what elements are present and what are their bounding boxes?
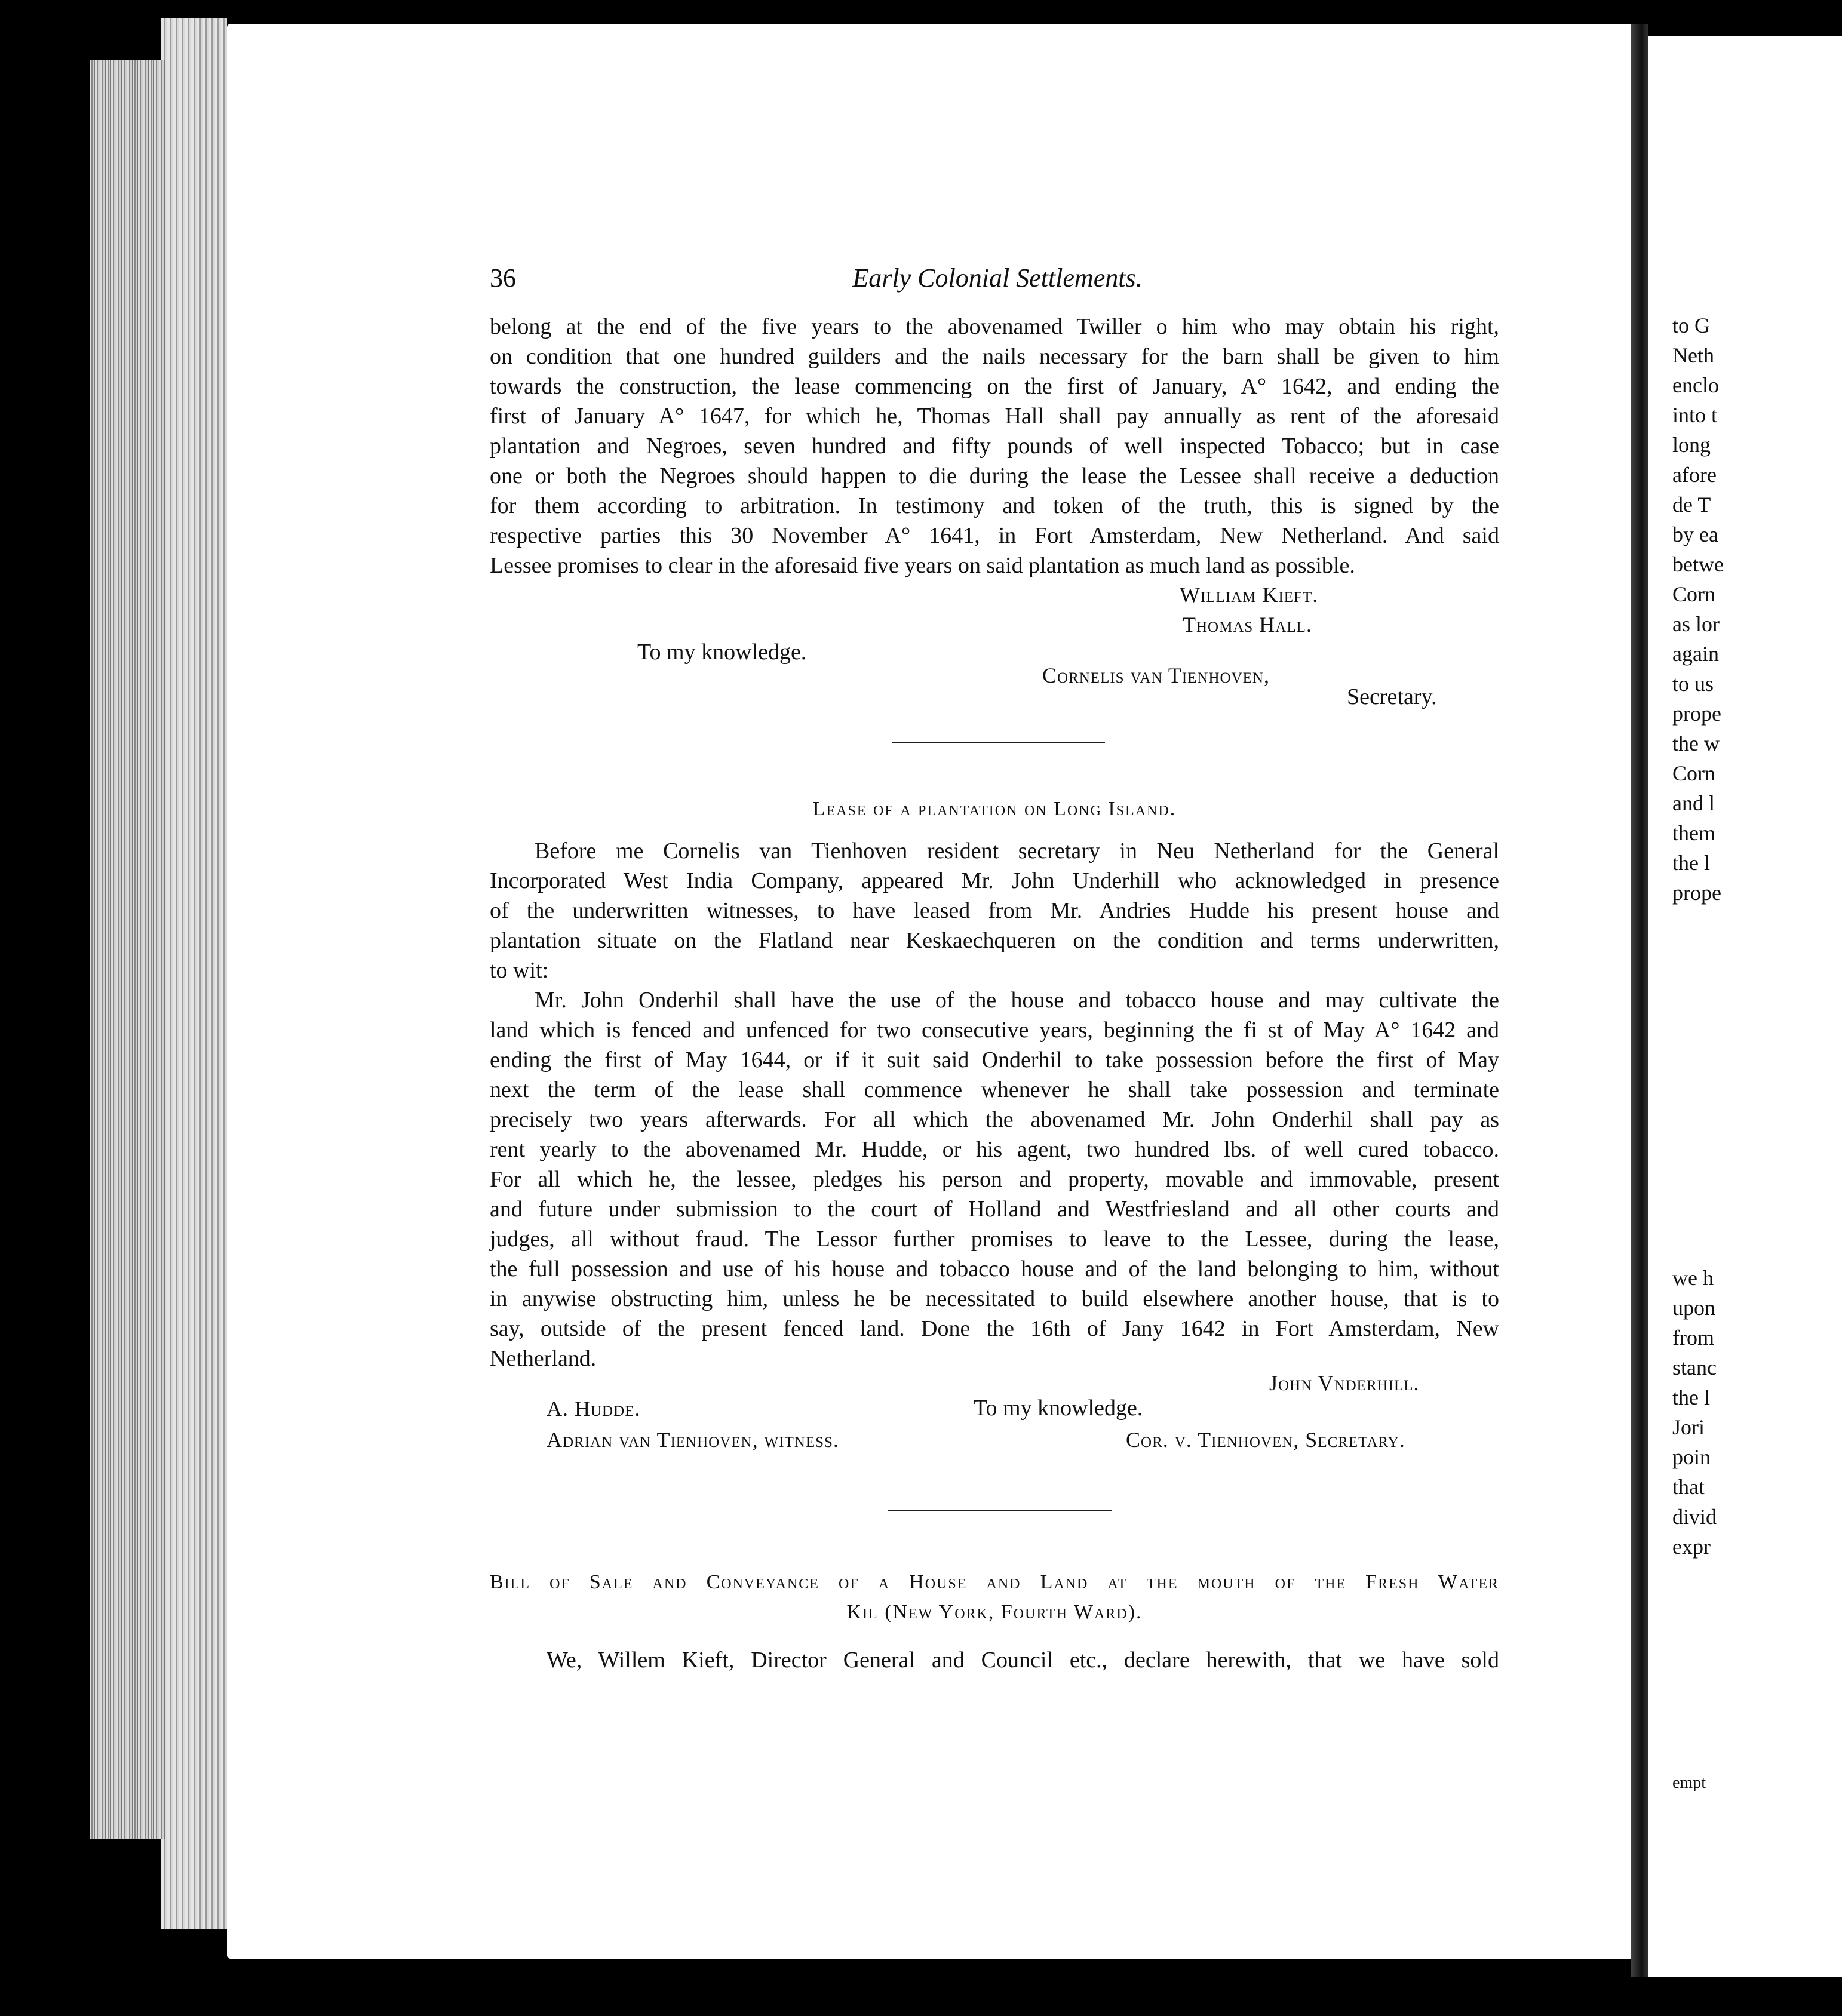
signature-cor-v-tienhoven: Cor. v. Tienhoven, Secretary. [1126,1428,1405,1452]
text-line: and future under submission to the court of Holland and Westfriesland and all other courts and [490,1197,1499,1222]
bill-of-sale-first-line: We, Willem Kieft, Director General and Council etc., declare herewith, that we have sold [547,1648,1499,1673]
right-page-line: Neth [1672,343,1714,367]
text-line: on condition that one hundred guilders and the nails necessary for the barn shall be given to him [490,344,1499,369]
right-page-line: prope [1672,881,1721,905]
section-divider-2 [888,1510,1112,1511]
right-page-footnote: empt [1672,1774,1706,1792]
secretary-title: Secretary. [1347,684,1437,709]
signature-adrian-van-tienhoven: Adrian van Tienhoven, witness. [547,1428,839,1452]
page-header [490,263,1505,299]
text-line: one or both the Negroes should happen to die during the lease the Lessee shall receive a deduction [490,463,1499,488]
heading-lease-long-island: Lease of a plantation on Long Island. [812,798,1177,820]
text-line: rent yearly to the abovenamed Mr. Hudde, or his agent, two hundred lbs. of well cured tobacco. [490,1137,1499,1162]
right-page-line: long [1672,433,1711,457]
running-title: Early Colonial Settlements. [852,263,1143,293]
right-page-line: as lor [1672,612,1720,636]
text-line: Mr. John Onderhil shall have the use of the house and tobacco house and may cultivate the [535,988,1499,1013]
signature-thomas-hall: Thomas Hall. [1183,613,1312,637]
text-line: precisely two years afterwards. For all which the abovenamed Mr. John Onderhil shall pay as [490,1107,1499,1132]
right-page-line: the l [1672,851,1710,875]
text-line: towards the construction, the lease commencing on the first of January, A° 1642, and ending the [490,374,1499,399]
text-line: say, outside of the present fenced land. Done the 16th of Jany 1642 in Fort Amsterdam, New [490,1316,1499,1341]
lease-continuation-text [490,312,1499,580]
to-my-knowledge-1: To my knowledge. [637,640,807,665]
right-page-line: to G [1672,314,1710,337]
right-page-line: to us [1672,672,1714,696]
right-page-line: prope [1672,702,1721,726]
text-line: of the underwritten witnesses, to have leased from Mr. Andries Hudde his present house and [490,898,1499,923]
heading-bill-of-sale-line2: Kil (New York, Fourth Ward). [846,1601,1143,1623]
right-page-line: poin [1672,1445,1711,1469]
right-page-line: the w [1672,732,1720,755]
right-page-line: stanc [1672,1356,1717,1379]
book-edge-outer [161,18,227,1929]
text-line: the full possession and use of his house and tobacco house and of the land belonging to him, without [490,1256,1499,1281]
signature-william-kieft: William Kieft. [1180,583,1319,607]
right-page-line: again [1672,642,1719,666]
text-line: to wit: [490,958,549,983]
text-line: belong at the end of the five years to the abovenamed Twiller o him who may obtain his right, [490,314,1499,339]
right-page-line: Corn [1672,582,1715,606]
right-page-line: them [1672,821,1715,845]
signature-cornelis-van-tienhoven: Cornelis van Tienhoven, [1042,663,1270,687]
text-line: first of January A° 1647, for which he, Thomas Hall shall pay annually as rent of the aforesaid [490,404,1499,429]
right-page-line: de T [1672,493,1711,517]
right-page-line: the l [1672,1385,1710,1409]
text-line: Incorporated West India Company, appeared Mr. John Underhill who acknowledged in presence [490,868,1499,893]
text-line: Lessee promises to clear in the aforesaid five years on said plantation as much land as possible. [490,553,1355,578]
right-page-line: we h [1672,1266,1714,1290]
right-page-line: and l [1672,791,1715,815]
page-number: 36 [490,263,516,293]
text-line: land which is fenced and unfenced for two consecutive years, beginning the fi st of May A° 1642 and [490,1018,1499,1043]
right-page-line: betwe [1672,552,1724,576]
right-page-line: enclo [1672,373,1719,397]
right-page-line: Corn [1672,761,1715,785]
text-line: next the term of the lease shall commence whenever he shall take possession and terminate [490,1077,1499,1102]
heading-bill-of-sale-line1: Bill of Sale and Conveyance of a House and Land at the mouth of the Fresh Water [490,1571,1499,1593]
to-my-knowledge-2: To my knowledge. [974,1396,1143,1421]
right-page-line: Jori [1672,1415,1705,1439]
lease-long-island-text [490,836,1499,1373]
text-line: plantation situate on the Flatland near Keskaechqueren on the condition and terms underwritten, [490,928,1499,953]
book-gutter [1631,24,1648,1977]
right-page-line: afore [1672,463,1717,487]
text-line: plantation and Negroes, seven hundred and fifty pounds of well inspected Tobacco; but in case [490,434,1499,459]
signature-a-hudde: A. Hudde. [547,1397,641,1421]
text-line: respective parties this 30 November A° 1641, in Fort Amsterdam, New Netherland. And said [490,523,1499,548]
text-line: judges, all without fraud. The Lessor further promises to leave to the Lessee, during the lease, [490,1227,1499,1252]
right-page-line: upon [1672,1296,1715,1320]
signature-john-vnderhill: John Vnderhill. [1269,1371,1420,1395]
section-divider-1 [892,742,1105,743]
right-page [1648,36,1842,1977]
text-line: ending the first of May 1644, or if it suit said Onderhil to take possession before the first of May [490,1047,1499,1072]
right-page-line: that [1672,1475,1705,1499]
text-line: for them according to arbitration. In testimony and token of the truth, this is signed by the [490,493,1499,518]
right-page-line: expr [1672,1535,1711,1559]
right-page-line: from [1672,1326,1714,1350]
text-line: For all which he, the lessee, pledges his person and property, movable and immovable, present [490,1167,1499,1192]
right-page-line: into t [1672,403,1718,427]
text-line: Netherland. [490,1346,597,1371]
right-page-line: by ea [1672,523,1718,546]
right-page-line: divid [1672,1505,1717,1529]
text-line: in anywise obstructing him, unless he be necessitated to build elsewhere another house, that is to [490,1286,1499,1311]
book-edge-pages [90,60,167,1839]
text-line: Before me Cornelis van Tienhoven resident secretary in Neu Netherland for the General [535,838,1499,863]
